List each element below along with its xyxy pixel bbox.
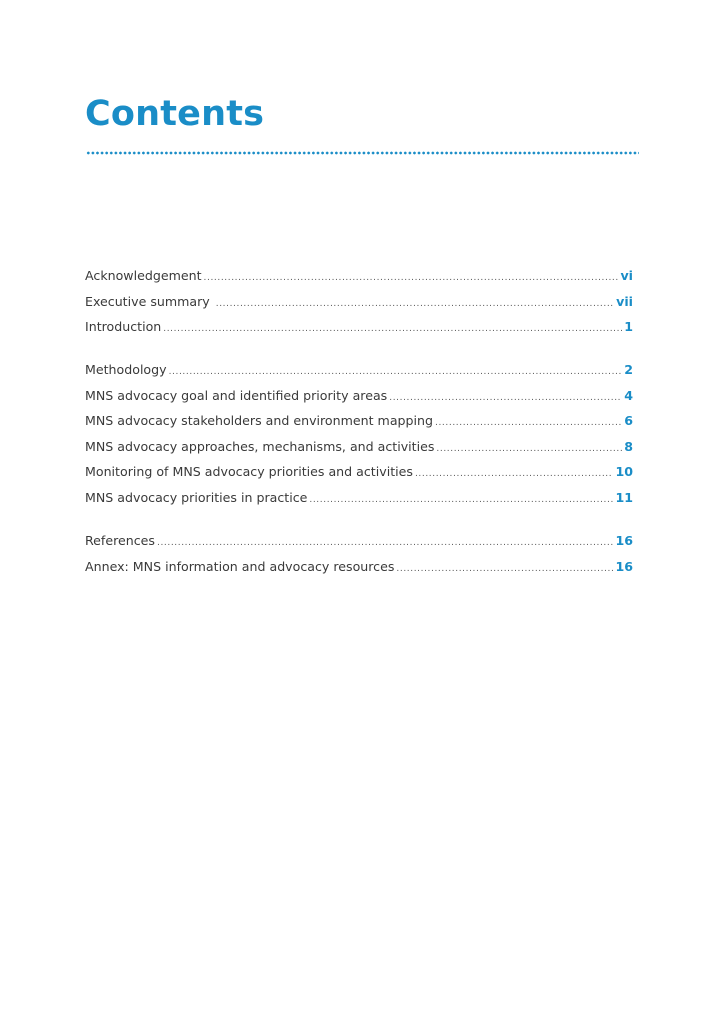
toc-dot-leader (415, 462, 614, 488)
toc-entry[interactable] (85, 383, 633, 409)
toc-page-number: 8 (624, 438, 633, 454)
toc-entry[interactable] (85, 263, 633, 289)
toc-entry-label: MNS advocacy approaches, mechanisms, and activities (85, 438, 435, 454)
toc-entry[interactable] (85, 554, 633, 580)
toc-page-number: 6 (624, 413, 633, 429)
toc-entry-label: References (85, 533, 155, 548)
toc-entry[interactable] (85, 434, 633, 460)
toc-page-number: vii (616, 293, 633, 309)
toc-page-number: 16 (615, 533, 633, 548)
toc-dot-leader (435, 411, 622, 437)
toc-entry-label: MNS advocacy priorities in practice (85, 489, 308, 505)
toc-entry-label: Methodology (85, 362, 167, 377)
toc-entry[interactable] (85, 485, 633, 511)
toc-page-number: 10 (615, 464, 633, 480)
title-dotted-rule (86, 151, 639, 155)
toc-page-number: 16 (615, 558, 633, 574)
toc-entry-label: Monitoring of MNS advocacy priorities and activities (85, 464, 413, 480)
toc-entry[interactable] (85, 408, 633, 434)
toc-entry[interactable] (85, 289, 633, 315)
toc-dot-leader (436, 437, 622, 463)
toc-entry[interactable] (85, 357, 633, 383)
toc-entry-label: Annex: MNS information and advocacy resources (85, 558, 395, 574)
toc-entry-label: Introduction (85, 319, 162, 335)
toc-entry[interactable] (85, 528, 633, 554)
toc-page-number: 4 (624, 387, 633, 403)
toc-group-2 (85, 357, 633, 511)
toc-dot-leader (216, 292, 614, 318)
toc-entry[interactable] (85, 459, 633, 485)
toc-page-number: 11 (615, 489, 633, 505)
toc-group-1 (85, 263, 633, 340)
toc-entry-label: Executive summary (85, 293, 214, 309)
toc-page-number: vi (620, 268, 633, 283)
toc-group-3 (85, 528, 633, 579)
toc-page-number: 2 (624, 362, 633, 377)
toc-dot-leader (309, 488, 613, 514)
toc-page-number: 1 (624, 319, 633, 335)
toc-entry-label: Acknowledgement (85, 268, 202, 283)
toc-dot-leader (204, 266, 619, 292)
toc-entry-label: MNS advocacy goal and identified priority areas (85, 387, 388, 403)
toc-dot-leader (163, 317, 622, 343)
page-title: Contents (85, 94, 265, 134)
toc-entry[interactable] (85, 314, 633, 340)
toc-dot-leader (396, 557, 613, 583)
toc-entry-label: MNS advocacy stakeholders and environment mapping (85, 413, 434, 429)
